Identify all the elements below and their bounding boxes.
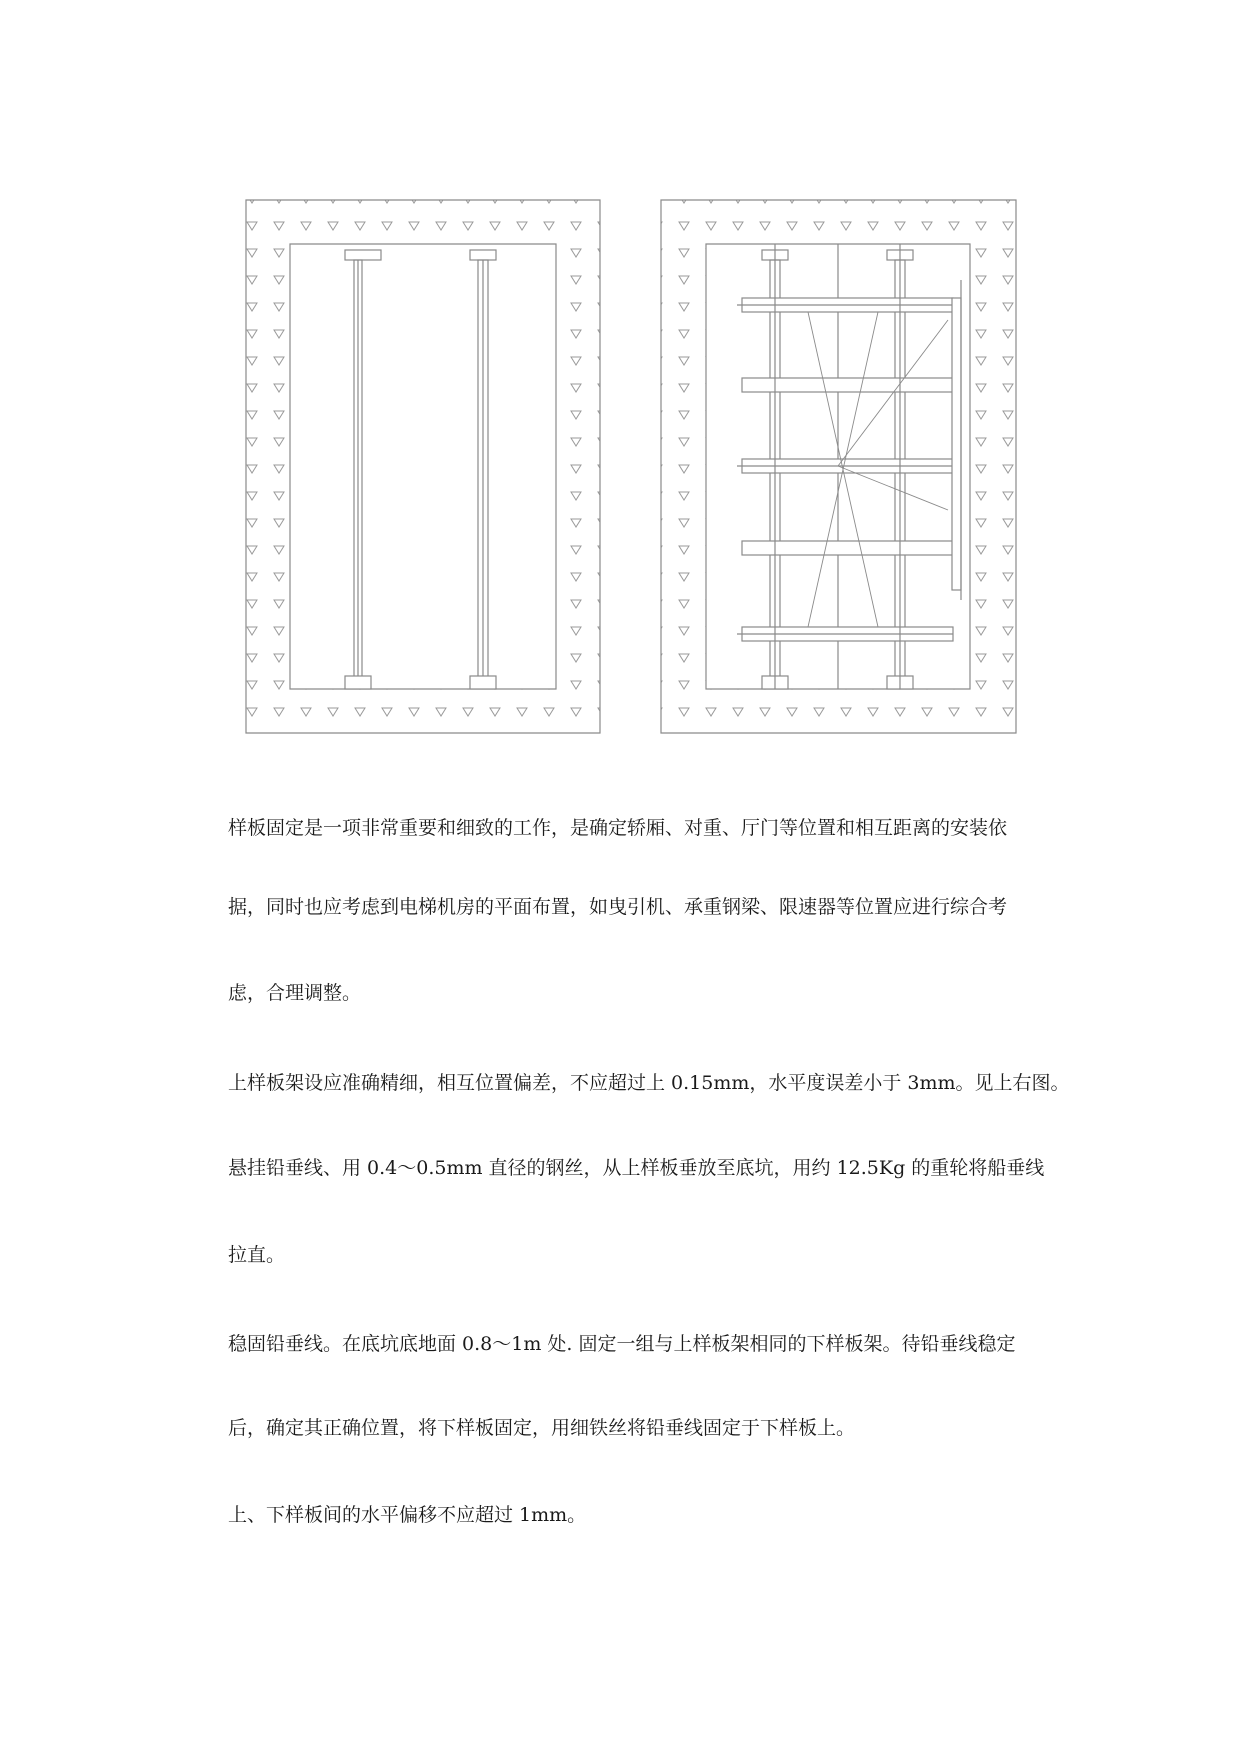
paragraph-line-9: 上、下样板间的水平偏移不应超过 1mm。 xyxy=(228,1504,587,1526)
left-guide-rail xyxy=(345,250,381,689)
paragraph-line-5: 悬挂铅垂线、用 0.4～0.5mm 直径的钢丝，从上样板垂放至底坑，用约 12.5Kg 的重轮将船垂线 xyxy=(228,1157,1045,1179)
shaft-plan-figures xyxy=(0,0,1241,780)
left-shaft-wall xyxy=(246,200,600,733)
paragraph-line-2: 据，同时也应考虑到电梯机房的平面布置，如曳引机、承重钢梁、限速器等位置应进行综合考 xyxy=(228,896,1008,918)
paragraph-line-3: 虑，合理调整。 xyxy=(228,982,362,1004)
right-guide-rail xyxy=(470,250,496,689)
paragraph-line-8: 后，确定其正确位置，将下样板固定，用细铁丝将铅垂线固定于下样板上。 xyxy=(228,1417,856,1439)
paragraph-line-7: 稳固铅垂线。在底坑底地面 0.8～1m 处. 固定一组与上样板架相同的下样板架。待铅垂线稳定 xyxy=(228,1333,1016,1355)
paragraph-line-4: 上样板架设应准确精细，相互位置偏差，不应超过上 0.15mm，水平度误差小于 3mm。见上右图。 xyxy=(228,1072,1070,1094)
door-template-bar xyxy=(952,298,961,590)
paragraph-line-6: 拉直。 xyxy=(228,1244,286,1266)
left-shaft-figure xyxy=(246,200,600,733)
paragraph-line-1: 样板固定是一项非常重要和细致的工作，是确定轿厢、对重、厅门等位置和相互距离的安装依 xyxy=(228,817,1008,839)
right-shaft-figure xyxy=(661,200,1016,733)
